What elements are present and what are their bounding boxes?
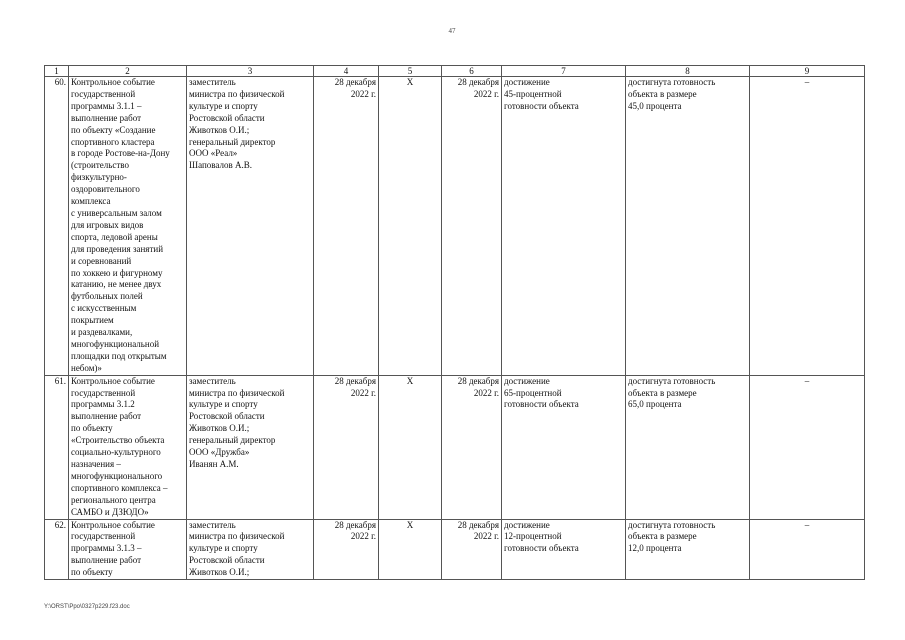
header-cell: 4 (314, 66, 379, 77)
report-table (44, 65, 865, 580)
table-row (45, 375, 865, 519)
col5-cell: Х (379, 375, 442, 519)
responsible-cell: заместитель министра по физической культуре и спорту Ростовской области Животков О.И.; генеральный директор ООО «Реал» Шаповалов А.В. (187, 77, 314, 376)
fact-date-cell: 28 декабря 2022 г. (442, 519, 502, 580)
file-path-footer: Y:\ORST\Ppo\0327p229.f23.doc (44, 604, 130, 610)
plan-date-cell: 28 декабря 2022 г. (314, 519, 379, 580)
fact-date-cell: 28 декабря 2022 г. (442, 375, 502, 519)
event-cell: Контрольное событие государственной программы 3.1.3 – выполнение работ по объекту (69, 519, 187, 580)
header-row (45, 66, 865, 77)
header-cell: 8 (626, 66, 750, 77)
row-number: 60. (45, 77, 69, 376)
planned-result-cell: достижение 45-процентной готовности объекта (502, 77, 626, 376)
col5-cell: Х (379, 519, 442, 580)
col9-cell: – (750, 77, 865, 376)
actual-result-cell: достигнута готовность объекта в размере 12,0 процента (626, 519, 750, 580)
plan-date-cell: 28 декабря 2022 г. (314, 375, 379, 519)
responsible-cell: заместитель министра по физической культуре и спорту Ростовской области Животков О.И.; генеральный директор ООО «Дружба» Иванян А.М. (187, 375, 314, 519)
row-number: 62. (45, 519, 69, 580)
event-cell: Контрольное событие государственной программы 3.1.1 – выполнение работ по объекту «Создание спортивного кластера в городе Ростове-на-Дону (строительство физкультурно- оздоровительного комплекса с универсальным залом для игровых видов спорта, ледовой арены для проведения занятий и соревнований по хоккею и фигурному катанию, не менее двух футбольных полей с искусственным покрытием и раздевалками, многофункциональной площадки под открытым небом)» (69, 77, 187, 376)
col5-cell: Х (379, 77, 442, 376)
plan-date-cell: 28 декабря 2022 г. (314, 77, 379, 376)
event-cell: Контрольное событие государственной программы 3.1.2 выполнение работ по объекту «Строительство объекта социально-культурного назначения – многофункционального спортивного комплекса – регионального центра САМБО и ДЗЮДО» (69, 375, 187, 519)
header-cell: 5 (379, 66, 442, 77)
table-row (45, 77, 865, 376)
responsible-cell: заместитель министра по физической культуре и спорту Ростовской области Животков О.И.; (187, 519, 314, 580)
header-cell: 3 (187, 66, 314, 77)
col9-cell: – (750, 519, 865, 580)
col9-cell: – (750, 375, 865, 519)
header-cell: 7 (502, 66, 626, 77)
header-cell: 1 (45, 66, 69, 77)
planned-result-cell: достижение 65-процентной готовности объекта (502, 375, 626, 519)
actual-result-cell: достигнута готовность объекта в размере 65,0 процента (626, 375, 750, 519)
table-row (45, 519, 865, 580)
header-cell: 9 (750, 66, 865, 77)
page-number: 47 (448, 27, 456, 35)
row-number: 61. (45, 375, 69, 519)
header-cell: 6 (442, 66, 502, 77)
header-cell: 2 (69, 66, 187, 77)
planned-result-cell: достижение 12-процентной готовности объекта (502, 519, 626, 580)
actual-result-cell: достигнута готовность объекта в размере 45,0 процента (626, 77, 750, 376)
fact-date-cell: 28 декабря 2022 г. (442, 77, 502, 376)
